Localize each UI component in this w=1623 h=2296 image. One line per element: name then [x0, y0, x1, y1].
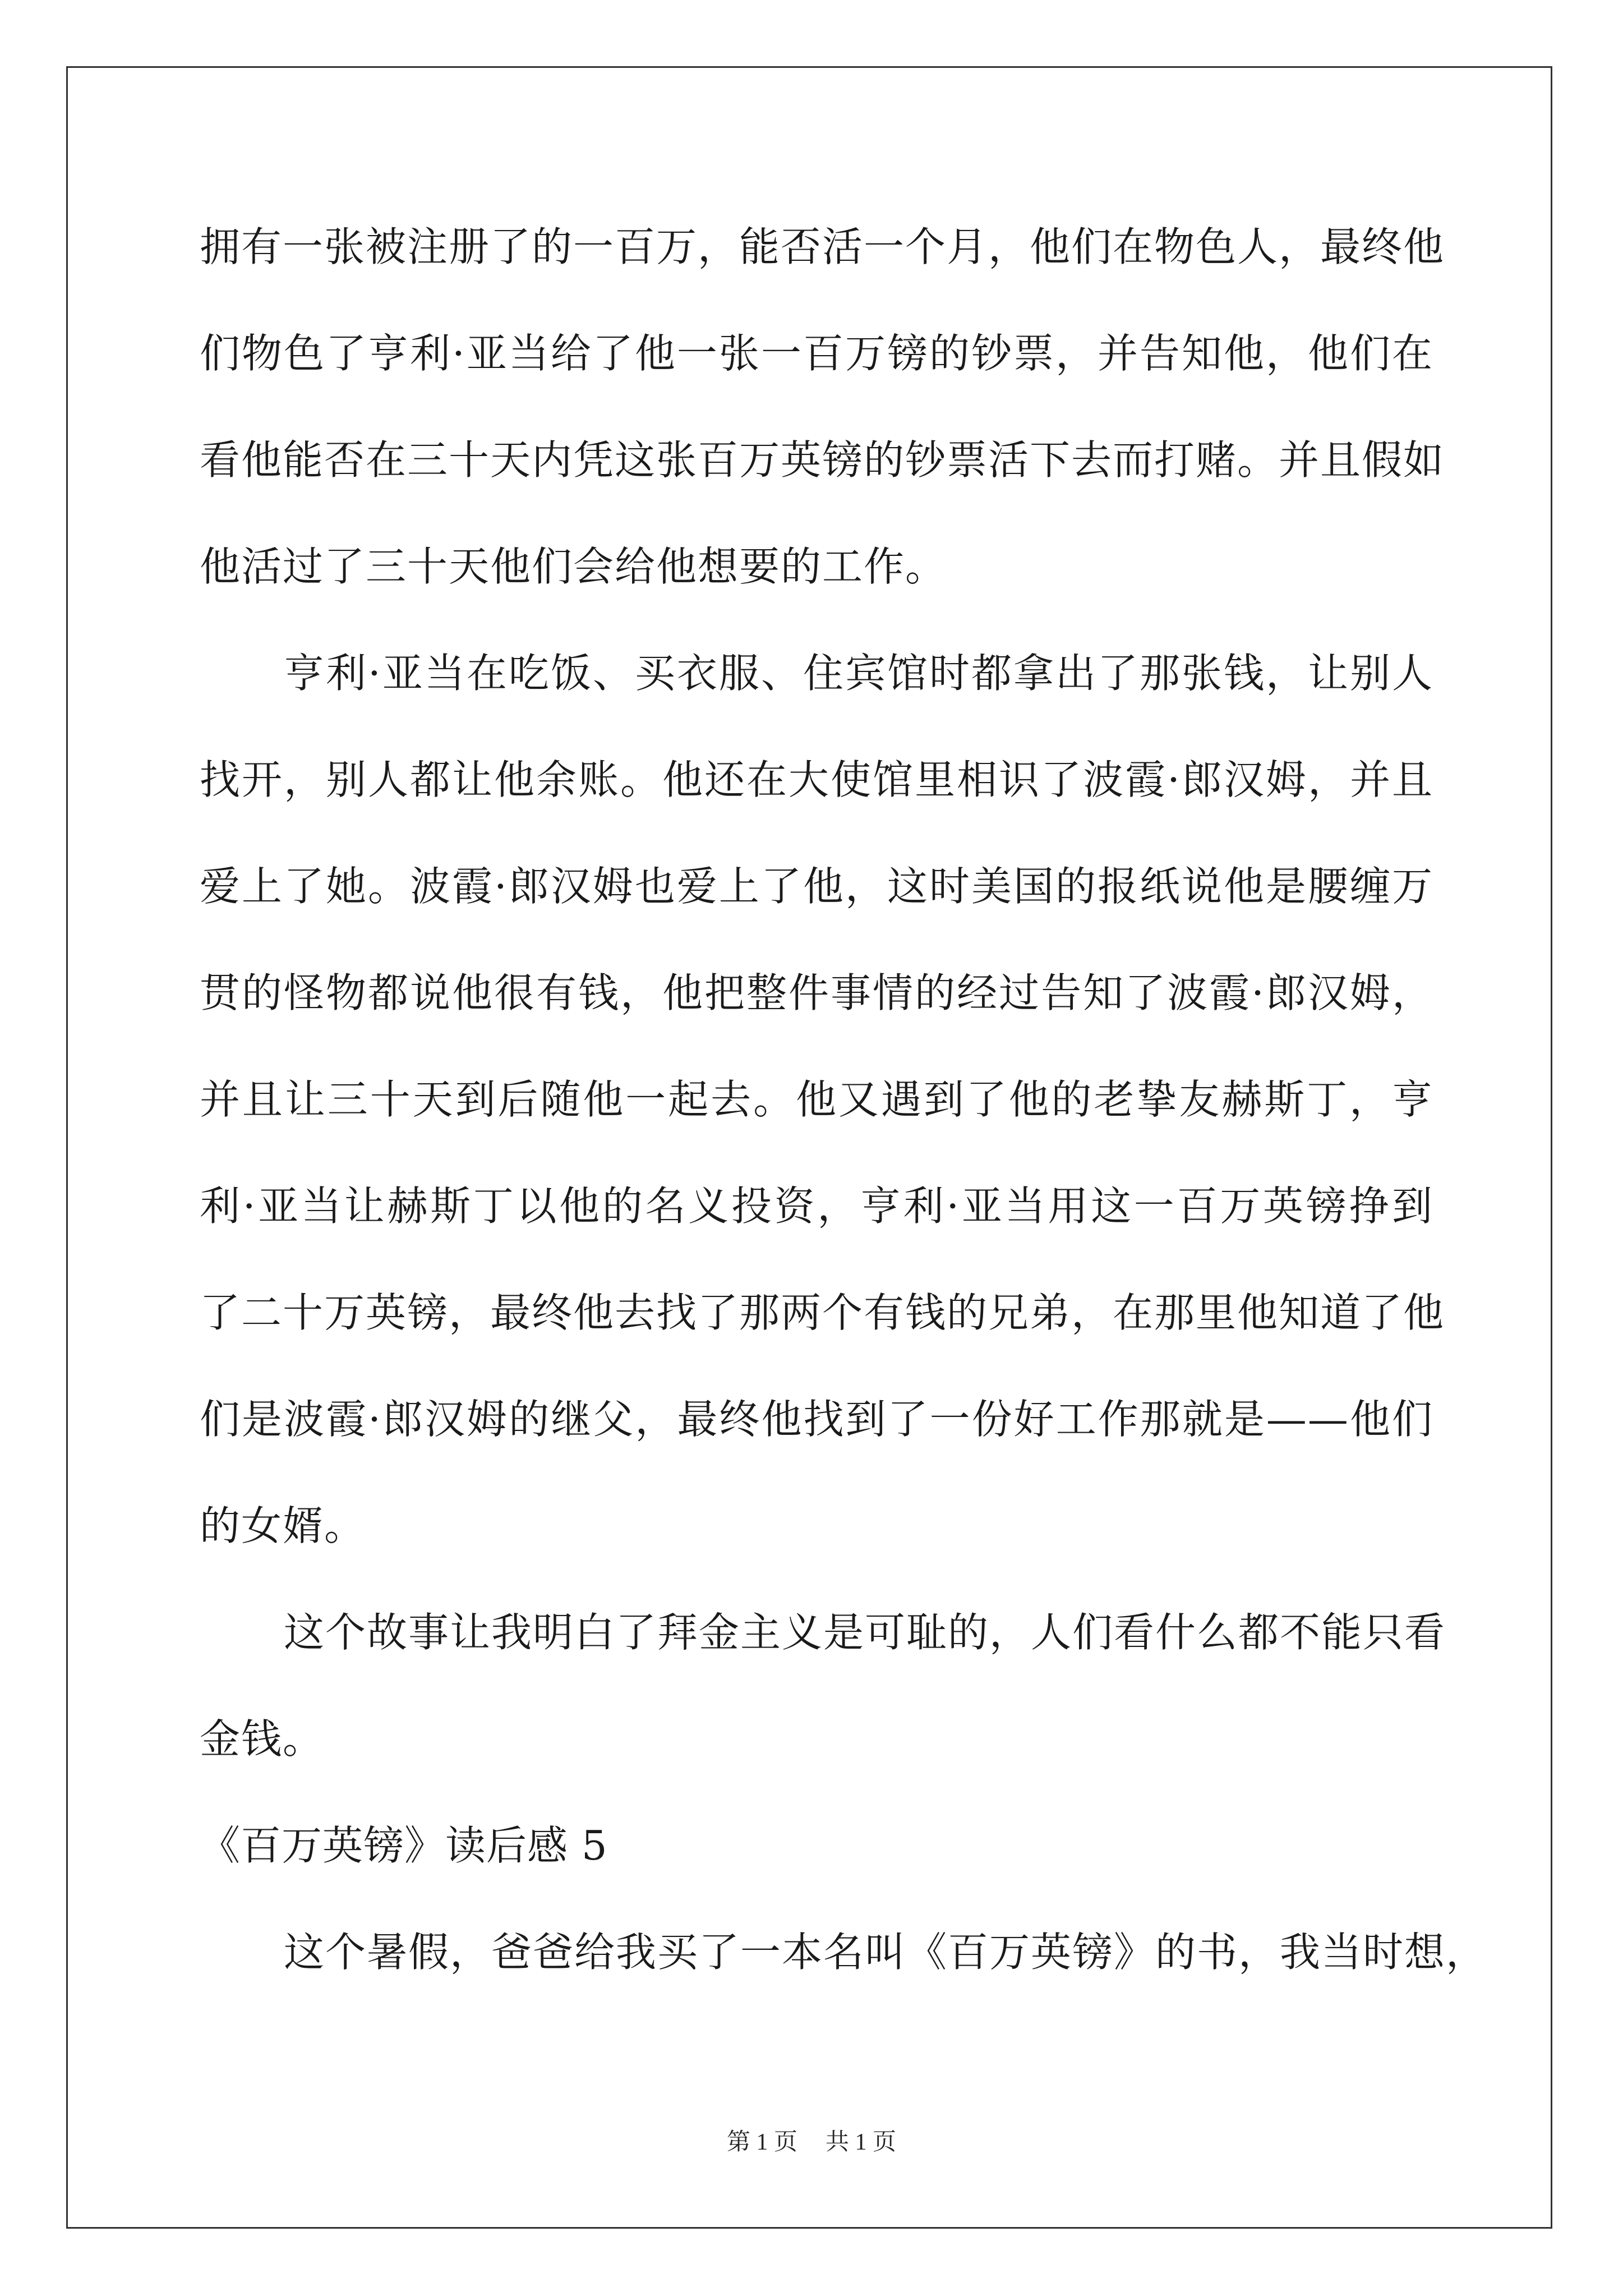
- text-line: 利·亚当让赫斯丁以他的名义投资，亨利·亚当用这一百万英镑挣到: [200, 1182, 1433, 1230]
- page-footer: [0, 2123, 1623, 2157]
- text-line: 了二十万英镑，最终他去找了那两个有钱的兄弟，在那里他知道了他: [200, 1289, 1445, 1336]
- text-line: 金钱。: [200, 1715, 325, 1763]
- document-body: [200, 213, 1488, 2025]
- page-total: 共 1 页: [826, 2129, 897, 2155]
- text-line: 这个暑假，爸爸给我买了一本名叫《百万英镑》的书，我当时想，: [284, 1929, 1488, 1976]
- text-line: 的女婿。: [200, 1502, 366, 1549]
- text-line: 找开，别人都让他余账。他还在大使馆里相识了波霞·郎汉姆，并且: [200, 756, 1433, 803]
- text-line: 并且让三十天到后随他一起去。他又遇到了他的老挚友赫斯丁，亨: [200, 1076, 1433, 1123]
- text-line: 拥有一张被注册了的一百万，能否活一个月，他们在物色人，最终他: [200, 223, 1445, 270]
- section-heading: 《百万英镑》读后感 5: [200, 1822, 608, 1869]
- text-line: 贯的怪物都说他很有钱，他把整件事情的经过告知了波霞·郎汉姆，: [200, 969, 1433, 1016]
- text-line: 看他能否在三十天内凭这张百万英镑的钞票活下去而打赌。并且假如: [200, 436, 1445, 484]
- page-number: 第 1 页: [726, 2129, 797, 2155]
- text-line: 这个故事让我明白了拜金主义是可耻的，人们看什么都不能只看: [284, 1609, 1446, 1656]
- text-line: 他活过了三十天他们会给他想要的工作。: [200, 543, 947, 590]
- text-line: 亨利·亚当在吃饭、买衣服、住宾馆时都拿出了那张钱，让别人: [284, 650, 1433, 697]
- text-line: 们是波霞·郎汉姆的继父，最终他找到了一份好工作那就是——他们: [200, 1396, 1433, 1443]
- text-line: 们物色了亨利·亚当给了他一张一百万镑的钞票，并告知他，他们在: [200, 330, 1433, 377]
- text-line: 爱上了她。波霞·郎汉姆也爱上了他，这时美国的报纸说他是腰缠万: [200, 863, 1433, 910]
